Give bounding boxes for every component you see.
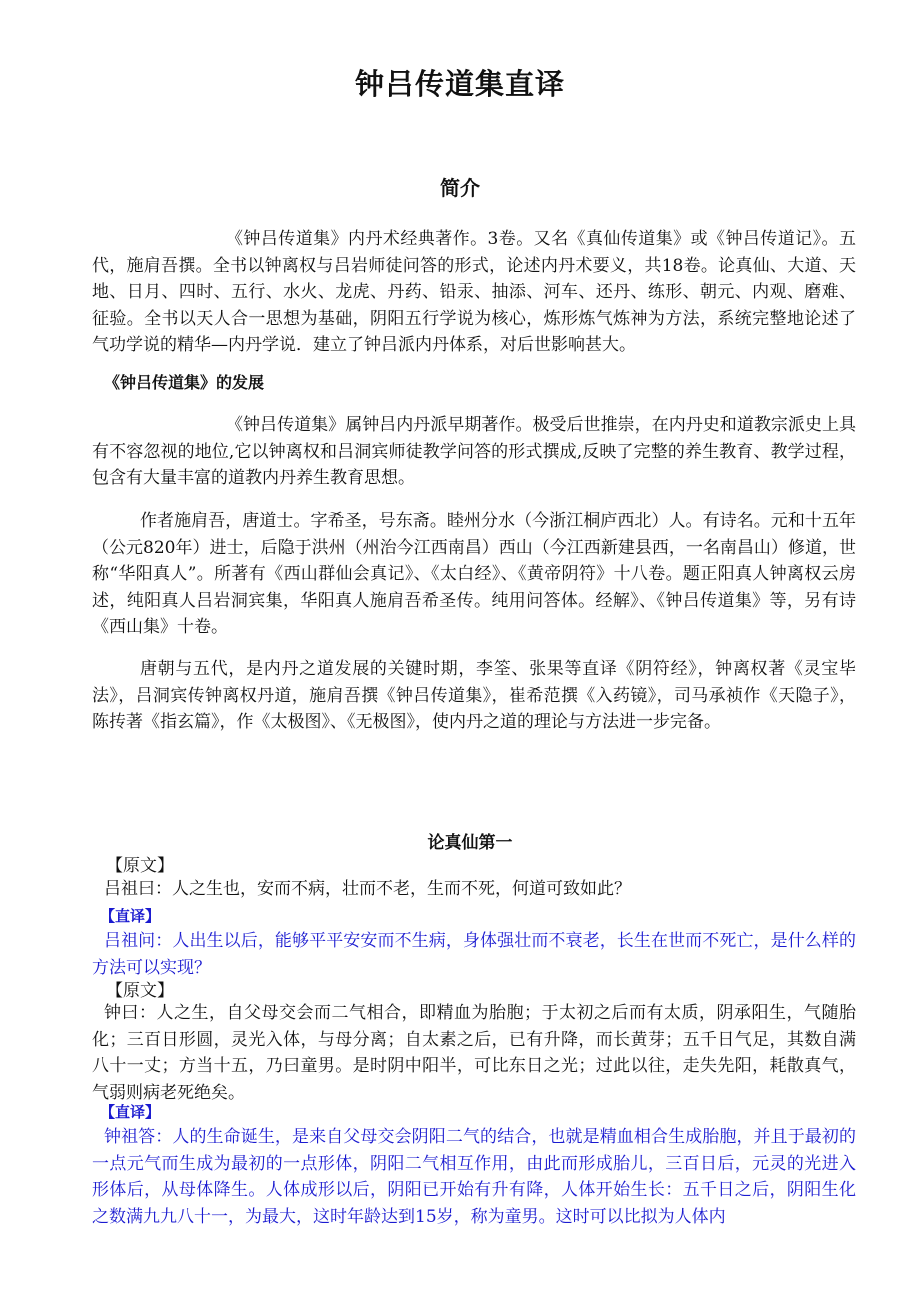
translation-label: 【直译】 [100,1103,161,1121]
translation-label: 【直译】 [100,907,161,925]
document-title: 钟吕传道集直译 [354,67,565,101]
development-paragraph-3: 唐朝与五代，是内丹之道发展的关键时期，李筌、张果等直译《阴符经》，钟离权著《灵宝毕法》，吕洞宾传钟离权丹道，施肩吾撰《钟吕传道集》，崔希范撰《入药镜》，司马承祯作《天隐子》，陈抟著《指玄篇》，作《太极图》、《无极图》，使内丹之道的理论与方法进一步完备。 [92,659,856,732]
development-heading: 《钟吕传道集》的发展 [104,373,265,392]
original-text: 钟曰：人之生，自父母交会而二气相合，即精血为胎胞；于太初之后而有太质，阴承阳生，气随胎化；三百日形圆，灵光入体，与母分离；自太素之后，已有升降，而长黄芽；五千日气足，其数自满八十一丈；方当十五，乃曰童男。是时阴中阳半，可比东日之光；过此以往，走失先阳，耗散真气，气弱则病老死绝矣。 [92,1003,856,1103]
intro-heading: 简介 [440,176,480,200]
development-paragraph-2: 作者施肩吾，唐道士。字希圣，号东斋。睦州分水（今浙江桐庐西北）人。有诗名。元和十五年（公元820年）进士，后隐于洪州（州治今江西南昌）西山（今江西新建县西，一名南昌山）修道，世称“华阳真人”。所著有《西山群仙会真记》、《太白经》、《黄帝阴符》十八卷。题正阳真人钟离权云房述，纯阳真人吕岩洞宾集，华阳真人施肩吾希圣传。纯用问答体。经解》、《钟吕传道集》等，另有诗《西山集》十卷。 [92,511,856,637]
chapter-title: 论真仙第一 [427,833,513,853]
original-label: 【原文】 [106,981,174,1001]
translation-text: 钟祖答：人的生命诞生，是来自父母交会阴阳二气的结合，也就是精血相合生成胎胞，并且于最初的一点元气而生成为最初的一点形体，阴阳二气相互作用，由此而形成胎儿，三百日后，元灵的光进入形体后，从母体降生。人体成形以后，阴阳已开始有升有降，人体开始生长：五千日之后，阴阳生化之数满九九八十一，为最大，这时年龄达到15岁，称为童男。这时可以比拟为人体内 [92,1127,856,1227]
translation-text: 吕祖问：人出生以后，能够平平安安而不生病，身体强壮而不衰老，长生在世而不死亡，是什么样的方法可以实现？ [92,931,856,978]
intro-paragraph: 《钟吕传道集》内丹术经典著作。3卷。又名《真仙传道集》或《钟吕传道记》。五代，施肩吾撰。全书以钟离权与吕岩师徒问答的形式，论述内丹术要义，共18卷。论真仙、大道、天地、日月、四时、五行、水火、龙虎、丹药、铅汞、抽添、河车、还丹、练形、朝元、内观、磨难、征验。全书以天人合一思想为基础，阴阳五行学说为核心，炼形炼气炼神为方法，系统完整地论述了气功学说的精华—内丹学说．建立了钟吕派内丹体系，对后世影响甚大。 [92,229,856,355]
original-label: 【原文】 [106,856,174,876]
original-text: 吕祖曰：人之生也，安而不病，壮而不老，生而不死，何道可致如此？ [104,879,631,899]
development-paragraph-1: 《钟吕传道集》属钟吕内丹派早期著作。极受后世推崇，在内丹史和道教宗派史上具有不容忽视的地位,它以钟离权和吕洞宾师徒教学问答的形式撰成,反映了完整的养生教育、教学过程，包含有大量丰富的道教内丹养生教育思想。 [92,415,856,488]
